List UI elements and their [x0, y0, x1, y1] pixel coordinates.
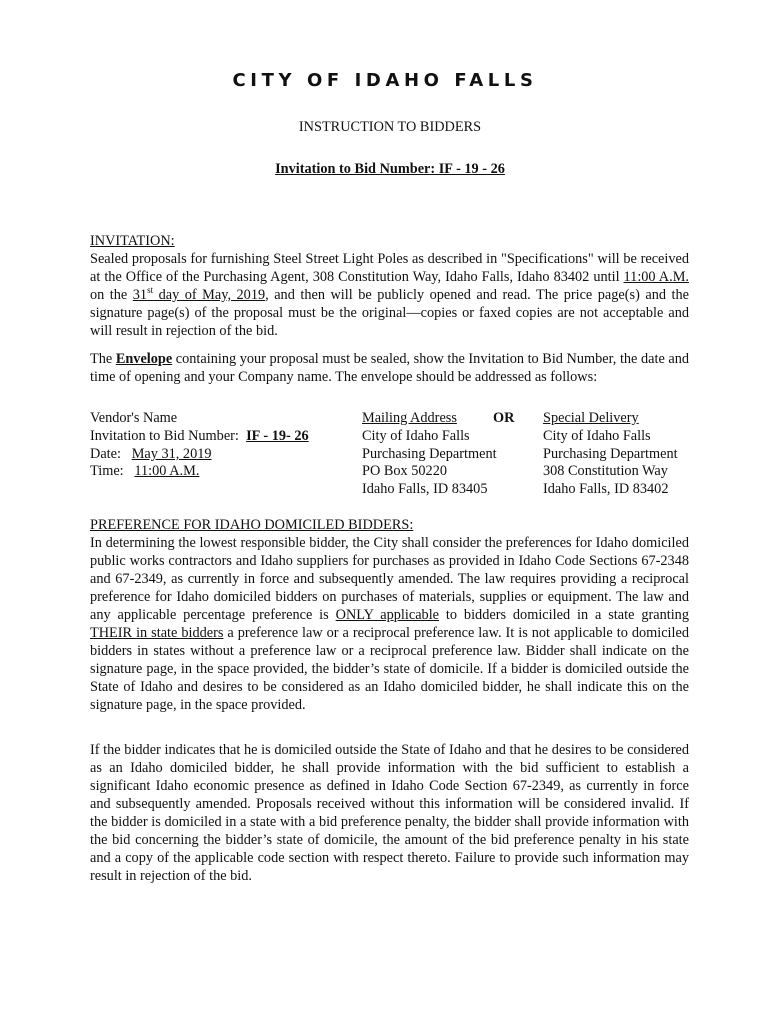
envelope-word: Envelope — [115, 351, 173, 367]
special-line-2: Purchasing Department — [543, 446, 678, 462]
vendor-bid-number: Invitation to Bid Number: IF - 19- 26 — [90, 428, 309, 444]
mailing-line-2: Purchasing Department — [362, 446, 497, 462]
envelope-paragraph: The Envelope containing your proposal must be sealed, show the Invitation to Bid Number, the date and time of opening and your Company name. The envelope should be addressed as follows: — [90, 351, 690, 385]
mailing-line-4: Idaho Falls, ID 83405 — [362, 481, 488, 497]
opening-date: 31st day of May, 2019 — [132, 285, 266, 303]
preference-paragraph-1: In determining the lowest responsible bidder, the City shall consider the preferences for Idaho domiciled public works contractors and Idaho suppliers for purchases as provided in Idaho Code Sections 67-2348 and 67-2349, as currently in force and subsequently amended. The law requires providing a reciprocal preference for Idaho domiciled bidders on purchases of materials, supplies or equipment. The law and any applicable percentage preference is ONLY applicable to bidders domiciled in a state granting THEIR in state bidders a preference law or a reciprocal preference law. It is not applicable to domiciled bidders in states without a preference law or a reciprocal preference law. Bidder shall indicate on the signature page, in the space provided, the bidder’s state of domicile. If a bidder is domiciled outside the State of Idaho and desires to be considered as an Idaho domiciled bidder, he shall indicate this on the signature page, in the space provided. — [90, 535, 689, 713]
mailing-line-1: City of Idaho Falls — [362, 428, 470, 444]
invitation-heading: INVITATION: — [90, 233, 175, 249]
vendor-time: Time: 11:00 A.M. — [90, 463, 200, 479]
or-label: OR — [493, 410, 515, 426]
preference-section — [90, 516, 689, 714]
their-in-state-text: THEIR in state bidders — [90, 625, 224, 641]
invitation-paragraph-1: Sealed proposals for furnishing Steel Street Light Poles as described in "Specifications" will be received at the Office of the Purchasing Agent, 308 Constitution Way, Idaho Falls, Idaho 83402 until 11:00 A.M. on the 31st day of May, 2019, and then will be publicly opened and read. The price page(s) and the signature page(s) of the proposal must be the original—copies or faxed copies are not acceptable and will result in rejection of the bid. — [90, 251, 689, 339]
opening-time: 11:00 A.M. — [623, 269, 689, 285]
preference-paragraph-2: If the bidder indicates that he is domiciled outside the State of Idaho and that he desires to be considered as an Idaho domiciled bidder, he shall provide information with the bid sufficient to establish a significant Idaho economic presence as defined in Idaho Code Section 67-2349, as currently in force and subsequently amended. Proposals received without this information will be considered invalid. If the bidder is domiciled in a state with a bid preference penalty, the bidder shall provide information with the bid concerning the bidder’s state of domicile, the amount of the bid preference penalty in his state and a copy of the applicable code section with respect thereto. Failure to provide such information may result in rejection of the bid. — [90, 742, 689, 884]
mailing-address-heading: Mailing Address OR — [362, 410, 515, 426]
vendor-date: Date: May 31, 2019 — [90, 446, 212, 462]
only-applicable-text: ONLY applicable — [335, 607, 440, 623]
special-line-1: City of Idaho Falls — [543, 428, 651, 444]
vendor-name-label: Vendor's Name — [90, 410, 178, 426]
mailing-line-3: PO Box 50220 — [362, 463, 447, 479]
bid-number-heading — [0, 160, 770, 178]
invitation-section — [90, 232, 689, 340]
special-line-3: 308 Constitution Way — [543, 463, 668, 479]
preference-heading: PREFERENCE FOR IDAHO DOMICILED BIDDERS: — [90, 517, 414, 533]
bid-number-text: Invitation to Bid Number: IF - 19 - 26 — [275, 161, 505, 177]
special-delivery-heading: Special Delivery — [543, 410, 639, 426]
page-title: CITY OF IDAHO FALLS — [232, 70, 538, 91]
document-subtitle: INSTRUCTION TO BIDDERS — [298, 119, 482, 135]
special-line-4: Idaho Falls, ID 83402 — [543, 481, 669, 497]
